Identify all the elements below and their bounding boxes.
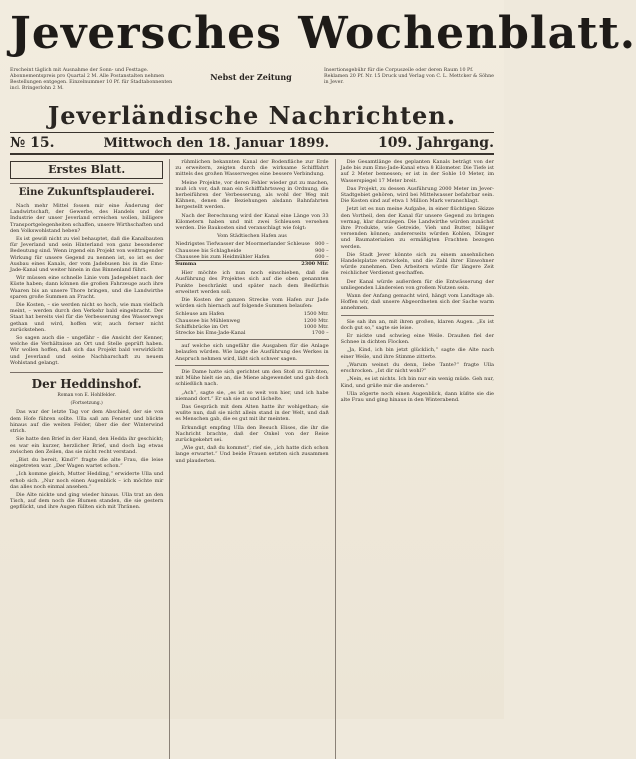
feuilleton-paragraph: „Ja, Kind, ich bin jetzt glücklich,“ sagte die Alte nach einer Weile, und ihre Stimme zitterte. [340, 347, 494, 360]
article-paragraph: rühmlichen bekannten Kanal der Bodenfläche zur Erde zu erweitern, zeigten durch die wirksame Schifffahrt mittels des großen Wasserweges eine bessere Verbindung. [175, 159, 329, 178]
article-title: Eine Zukunftsplauderei. [10, 183, 163, 200]
table-value: 1500 Mtr. [303, 311, 329, 318]
article-paragraph: Die Stadt Jever könnte sich zu einem ansehnlichen Handelsplatze entwickeln, und die Zahl ihrer Einwohner würde zunehmen. Den Arbeitern würde für längere Zeit reichlicher Verdienst geschaffen. [340, 251, 494, 277]
article-paragraph: Die Kosten, – sie werden nicht so hoch, wie man vielfach meint, – werden durch den Verkehr bald eingebracht. Der Staat hat bereits viel für die Verbesserung des Wasserwegs gethan und wird, hoffen wir, auch ferner nicht zurückstehen. [10, 302, 164, 333]
article-paragraph: auf welche sich ungefähr die Ausgaben für die Anlage belaufen würden. Wie lange die Ausführung des Werkes in Anspruch nehmen wird, läßt sich schwer sagen. [175, 343, 329, 362]
columns [10, 159, 494, 759]
distance-table [175, 241, 328, 267]
cost-table [175, 311, 328, 336]
feuilleton-title: Der Heddinshof. [10, 372, 163, 392]
article-paragraph: Nach der Berechnung wird der Kanal eine Länge von 33 Kilometern haben und mit zwei Schleusen versehen werden. Die Baukosten sind veranschlagt wie folgt: [175, 212, 329, 232]
feuilleton-paragraph: Das Gespräch mit dem Alten hatte ihr wohlgethan; sie wußte nun, daß sie nicht allein stand in der Welt, und daß es Menschen gab, die es gut mit ihr meinten. [175, 403, 329, 423]
table-value: 2300 Mtr. [301, 261, 329, 268]
article-paragraph: Das Projekt, zu dessen Ausführung 2000 Meter im Jever-Stadtgebiet gehören, wird bei Mittelwasser befahrbar sein. Die Kosten sind auf etwa 1 Million Mark veranschlagt. [340, 185, 494, 205]
table-label: Summa [175, 261, 197, 268]
supplement-note: Nebst der Zeitung [210, 72, 292, 82]
masthead-subhead [10, 68, 494, 102]
article-paragraph: Jetzt ist es nun meine Aufgabe, in einer flüchtigen Skizze den Vortheil, den der Kanal für unsere Gegend zu bringen vermag, klar darzulegen. Die Landwirthe würden zunächst ihre Produkte, wie Getreide, Vieh und Butter, billiger versenden können; andererseits würden Kohlen, Dünger und Baumaterialien zu ermäßigten Frachten bezogen werden. [340, 206, 494, 250]
column-divider [175, 365, 328, 366]
table-title: Vom Städtischen Hafen aus [217, 233, 287, 240]
article-paragraph: Es ist gewiß nicht zu viel behauptet, daß die Kanalbauten für Jeverland und sein Hinterland von ganz besonderer Bedeutung sind. Wenn irgend ein Projekt von weittragender Wirkung für unsere Gegend zu nennen ist, so ist es der Ausbau eines Kanals, der vom Jadebusen bis in die Ems-Jade-Kanal und weiter hinein in das Binnenland führt. [10, 236, 164, 274]
article-paragraph: Meine Projekte, vor deren Fehler wieder gut zu machen, muß ich vor, daß man ein Schifffahrtsweg in Ordnung, die herbeiführen der Verbesserung, als wohl der Weg mit Kähnen, denen die Beziehungen alsdann Bahnfahrten hergestellt werden. [175, 179, 329, 211]
column-3 [335, 159, 494, 759]
article-paragraph: Die Kosten der ganzen Strecke vom Hafen zur Jade würden sich hiernach auf folgende Summen belaufen: [175, 297, 329, 310]
table-value: 1000 Mtr. [303, 323, 329, 330]
issue-number: № 15. [10, 135, 55, 151]
section-box-title: Erstes Blatt. [10, 161, 163, 179]
column-2 [169, 159, 328, 759]
volume-number: 109. Jahrgang. [378, 135, 494, 151]
article-paragraph: Nach mehr Mittel fossen mir eine Änderung der Landwirtschaft, der Gewerbe, des Handels und der Industrie der unser Jeverland erreichen wollen, billigere Transportgelegenheiten schaffen, unsere Wirthschaften und den Volkswohlstand heben? [10, 203, 164, 234]
table-label: Chaussee bis Mühlenweg [175, 317, 240, 324]
article-paragraph: So sagen auch die – ungefähr – die Ansicht der Kenner, welche die Verhältnisse an Ort und Stelle geprüft haben. Wir wollen hoffen, daß sich das Projekt bald verwirklicht und Jeverland und seine Nachbarschaft zu neuem Wohlstand gelangt. [10, 335, 164, 366]
table-value: 1700 – [311, 330, 329, 337]
feuilleton-byline: Roman von E. Hohlfelder. [57, 393, 116, 399]
table-total-row [175, 260, 328, 267]
column-divider [341, 315, 494, 316]
feuilleton-paragraph: Sie sah ihn an, mit ihren großen, klaren Augen. „Es ist doch gut so,“ sagte sie leise. [340, 318, 494, 331]
feuilleton-paragraph: Sie hatte den Brief in der Hand, den Hedda ihr geschickt; es war ein kurzer, herzlicher Brief, und doch lag etwas zwischen den Zeilen, das sie nicht recht verstand. [10, 436, 164, 455]
table-value: 800 – [315, 241, 329, 248]
table-label: Strecke bis Ems-Jade-Kanal [175, 330, 246, 337]
feuilleton-paragraph: „Wie gut, daß du kommst“, rief sie, „ich hatte dich schon lange erwartet.“ Und beide Frauen setzten sich zusammen und plauderten. [175, 445, 329, 464]
feuilleton-paragraph: Erkundigt empfing Ulla den Besuch Elises, die ihr die Nachricht brachte, daß der Onkel von der Reise zurückgekehrt sei. [175, 424, 329, 443]
feuilleton-paragraph: „Nein, es ist nichts. Ich bin nur ein wenig müde. Geh nur, Kind, und grüße mir die anderen.“ [340, 376, 494, 389]
feuilleton-paragraph: Das war der letzte Tag vor dem Abschied, der sie von dem Hofe führen sollte. Ulla saß am Fenster und blickte hinaus auf die weiten Felder, über die der Winterwind strich. [10, 409, 164, 435]
secondary-title: Jeverländische Nachrichten. [10, 102, 494, 133]
advertising-note: Insertionsgebühr für die Corpuszeile oder deren Raum 10 Pf. Reklamen 20 Pf. Nr. 15 Druck und Verlag von C. L. Mettcker & Söhne in Jever. [324, 68, 495, 85]
feuilleton-paragraph: Er nickte und schwieg eine Weile. Draußen fiel der Schnee in dichten Flocken. [340, 333, 494, 346]
subscription-note: Erscheint täglich mit Ausnahme der Sonn- und Festtage. Abonnementspreis pro Quartal 2 M. Alle Postanstalten nehmen Bestellungen entgegen. Einzelnummer 10 Pf. für Stadtabonnenten incl. Bringerlohn 2 M. [10, 68, 173, 91]
table-label: Niedrigstes Tiefwasser der Moormerlander Schleuse [175, 241, 310, 248]
table-label: Schiffsbrücke im Ort [175, 323, 229, 330]
feuilleton-paragraph: „Ich komme gleich, Mutter Hedding,“ erwiderte Ulla und erhob sich. „Nur noch einen Augenblick – ich möchte mir das alles noch einmal ansehen.“ [10, 471, 164, 490]
issue-date: Mittwoch den 18. Januar 1899. [103, 135, 330, 151]
table-value: 1200 Mtr. [303, 317, 329, 324]
table-label: Schleuse am Hafen [175, 311, 225, 318]
article-paragraph: Wann der Anfang gemacht wird, hängt vom Landtage ab. Hoffen wir, daß unsere Abgeordneten sich der Sache warm annehmen. [340, 293, 494, 312]
article-paragraph: Der Kanal würde außerdem für die Entwässerung der umliegenden Ländereien von großem Nutzen sein. [340, 278, 494, 291]
feuilleton-paragraph: Ulla zögerte noch einen Augenblick, dann küßte sie die alte Frau und ging hinaus in den Winterabend. [340, 390, 494, 403]
feuilleton-paragraph: „Warum weinst du denn, liebe Tante?“ fragte Ulla erschrocken. „Ist dir nicht wohl?“ [340, 361, 494, 375]
feuilleton-continuation: (Fortsetzung.) [70, 401, 103, 407]
table-label: Chaussee bis Schlagheide [175, 247, 242, 254]
article-paragraph: Die Gesamtlänge des geplanten Kanals beträgt von der Jade bis zum Ems-Jade-Kanal etwa 8 Kilometer. Die Tiefe ist auf 2 Meter bemessen; er ist in der Sohle 10 Meter, im Wasserspiegel 17 Meter breit. [340, 159, 494, 184]
table-row [175, 330, 328, 336]
table-label: Chaussee bis zum Heidmühler Hafen [175, 253, 270, 260]
issue-bar [10, 133, 494, 155]
column-divider [175, 339, 328, 340]
feuilleton-paragraph: Die Dame hatte sich gerichtet um den Stoß zu fürchten, mit Mühe hielt sie an, die Miene abgewendet und gab doch schließlich nach. [175, 368, 329, 388]
feuilleton-paragraph: „Ach“, sagte sie, „es ist so weit von hier, und ich habe niemand dort.“ Er sah sie an und lächelte. [175, 389, 329, 402]
table-value: 900 – [315, 247, 329, 254]
article-paragraph: Wir müssen eine schnelle Linie vom Jadegebiet nach der Küste haben; dann können die großen Fahrzeuge auch ihre Waaren bis an unsere Thore bringen, und die Landwirthe sparen große Summen an Fracht. [10, 275, 164, 300]
article-paragraph: Hier möchte ich nun noch einschieben, daß die Ausführung des Projektes sich auf die oben genannten Punkte beschränkt und später nach dem Bedürfnis erweitert werden soll. [175, 270, 329, 295]
masthead-title: Jeversches Wochenblatt. [10, 8, 636, 59]
feuilleton-paragraph: Die Alte nickte und ging wieder hinaus. Ulla trat an den Tisch, auf dem noch die Blumen standen, die sie gestern gepflückt, und ihre Augen füllten sich mit Thränen. [10, 491, 164, 511]
column-1 [10, 159, 163, 759]
feuilleton-paragraph: „Bist du bereit, Kind?“ fragte die alte Frau, die leise eingetreten war. „Der Wagen wartet schon.“ [10, 456, 164, 470]
table-value: 600 – [315, 253, 329, 260]
